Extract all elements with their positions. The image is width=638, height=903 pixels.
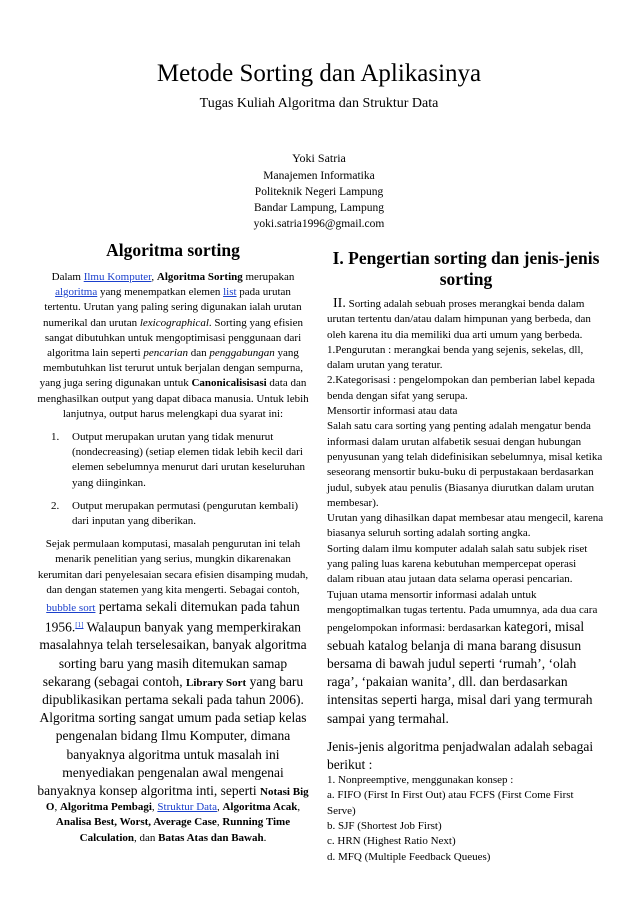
list-item: 2. Output merupakan permutasi (pengurutan kembali) dari inputan yang diberikan. [62,499,310,529]
link-algoritma[interactable]: algoritma [55,286,98,299]
right-heading: I. Pengertian sorting dan jenis-jenis sorting [332,248,600,289]
text: Tujuan utama mensortir informasi adalah untuk mengoptimalkan tugas tertentu. Pada umumnya, ada dua cara pengelompokan informasi: berdasarkan [327,588,598,635]
right-paragraph-5 [327,588,605,728]
link-struktur-data[interactable]: Struktur Data [157,801,217,814]
right-column [327,248,605,865]
author-institution: Politeknik Negeri Lampung [254,186,384,198]
author-city: Bandar Lampung, Lampung [254,202,384,214]
text: , [54,801,60,814]
left-heading: Algoritma sorting [106,240,240,260]
bold-running-time: Running Time Calculation [79,816,291,844]
text: data dan menghasilkan output yang dapat dibaca manusia. Untuk lebih lanjutnya, output harus melengkapi dua syarat ini: [37,377,309,420]
author-name: Yoki Satria [292,151,346,165]
text: Sorting adalah sebuah proses merangkai benda dalam urutan tertentu dan/atau dalam himpunan yang berbeda, dan oleh karena itu dia memiliki dua arti umum yang berbeda. [327,298,591,341]
bold-algoritma-sorting: Algoritma Sorting [156,271,243,283]
text: pertama sekali ditemukan pada tahun 1956. [44,599,300,635]
bold-notasi-big-o: Notasi Big O [45,786,309,814]
list-item: c. HRN (Highest Ratio Next) [327,835,456,848]
author-dept: Manajemen Informatika [263,170,375,182]
list-item: b. SJF (Shortest Job First) [327,819,442,832]
text: dan [187,347,210,360]
text: . Sorting yang efisien sangat dibutuhkan untuk mengoptimisasi penggunaan dari algoritma lain seperti [44,316,303,360]
right-paragraph-2: Salah satu cara sorting yang penting adalah mengatur benda informasi dalam urutan alfabetik sesuai dengan hubungan penyusunan yang telah didefinisikan sebelumnya, misal ketika seseorang mensortir buku-buku di perpustakaan berdasarkan judul, subyek atau penulis (Biasanya diurutkan dalam urutan membesar). [327,420,603,509]
text: yang membutuhkan list terurut untuk berjalan dengan sempurna, yang juga sering digunakan untuk [39,347,303,390]
paper-title: Metode Sorting dan Aplikasinya [156,60,482,87]
requirements-list [36,430,310,529]
text: Walaupun banyak yang memperkirakan masalahnya telah terselesaikan, banyak algoritma sorting baru yang masih ditemukan samap sekarang (sebagai contoh, [39,619,307,689]
text: Sejak permulaan komputasi, masalah pengurutan ini telah menarik penelitian yang serius, mungkin dikarenakan kerumitan dari penyelesaian secara efisien disamping mudah, dan dengan statemen yang kita mengerti. Sebagai contoh, [37,538,309,596]
text: Dalam [51,271,84,283]
text: , [216,801,223,814]
left-paragraph-2 [36,537,310,846]
text: , [151,801,158,814]
right-paragraph-6: Jenis-jenis algoritma penjadwalan adalah sebagai berikut : [327,739,594,772]
text: , dan [134,831,159,844]
italic-lexicographical: lexicographical [139,316,209,329]
citation-link[interactable]: [1] [75,620,84,629]
text: , [297,801,301,814]
text: yang baru dipublikasikan pertama sekali pada tahun 2006). Algoritma sorting sangat umum pada setiap kelas pengenalan bidang Ilmu Komputer, dimana banyaknya algoritma untuk masalah ini menyediakan pengenalan awal mengenai banyaknya konsep algoritma inti, seperti [37,673,307,799]
italic-penggabungan: penggabungan [209,347,275,360]
right-line-1: 1.Pengurutan : merangkai benda yang sejenis, sekelas, dll, dalam urutan yang teratur. [327,343,584,372]
list-item: a. FIFO (First In First Out) atau FCFS (First Come First Serve) [327,789,574,817]
list-item: d. MFQ (Multiple Feedback Queues) [327,850,491,863]
bold-batas: Batas Atas dan Bawah [158,831,264,844]
bold-canonicalisisasi: Canonicalisisasi [191,377,267,390]
bold-algoritma-pembagi: Algoritma Pembagi [59,801,152,814]
bold-analisa: Analisa Best, Worst, Average Case [55,816,217,829]
scheduling-list [327,773,605,865]
section-numeral: II. [333,296,346,311]
italic-pencarian: pencarian [143,347,188,360]
author-email: yoki.satria1996@gmail.com [253,218,385,230]
right-line-3: Mensortir informasi atau data [327,405,458,418]
right-line-2: 2.Kategorisasi : pengelompokan dan pemberian label kepada benda dengan sifat yang serupa. [327,374,595,402]
list-item: 1. Nonpreemptive, menggunakan konsep : [327,774,514,787]
paper-subtitle: Tugas Kuliah Algoritma dan Struktur Data [199,96,439,111]
bold-algoritma-acak: Algoritma Acak [222,801,298,814]
text: kategori, misal sebuah katalog belanja di mana barang disusun bersama di bawah judul seperti ‘rumah’, ‘olah raga’, ‘pakaian wanita’, dll. dan berdasarkan intensitas seperti harga, misal dari yang termurah sampai yang termahal. [327,619,593,726]
text: , [151,271,157,283]
text: yang menempatkan elemen [97,286,224,299]
link-list[interactable]: list [223,286,237,299]
right-paragraph-3: Urutan yang dihasilkan dapat membesar atau mengecil, karena biasanya seluruh sorting adalah sorting angka. [327,512,604,540]
bold-library-sort: Library Sort [186,676,247,689]
link-ilmu-komputer[interactable]: Ilmu Komputer [83,271,152,283]
text: . [263,831,267,844]
text: pada urutan tertentu. Urutan yang paling sering digunakan ialah urutan numerikal dan urutan [43,286,302,329]
author-block [200,150,438,232]
link-bubble-sort[interactable]: bubble sort [46,602,96,615]
text: , [216,816,223,829]
list-item: 1. Output merupakan urutan yang tidak menurut (nondecreasing) (setiap elemen tidak lebih kecil dari elemen sebelumnya menurut dari urutan keseluruhan yang diinginkan. [62,430,310,491]
right-paragraph-1 [327,296,605,343]
right-paragraph-4: Sorting dalam ilmu komputer adalah salah satu subjek riset yang paling luas karena kebutuhan mempercepat operasi dalam ribuan atau jutaan data selama operasi pencarian. [327,542,588,586]
left-column [36,240,310,846]
text: merupakan [242,271,295,283]
left-paragraph-1 [36,270,310,422]
